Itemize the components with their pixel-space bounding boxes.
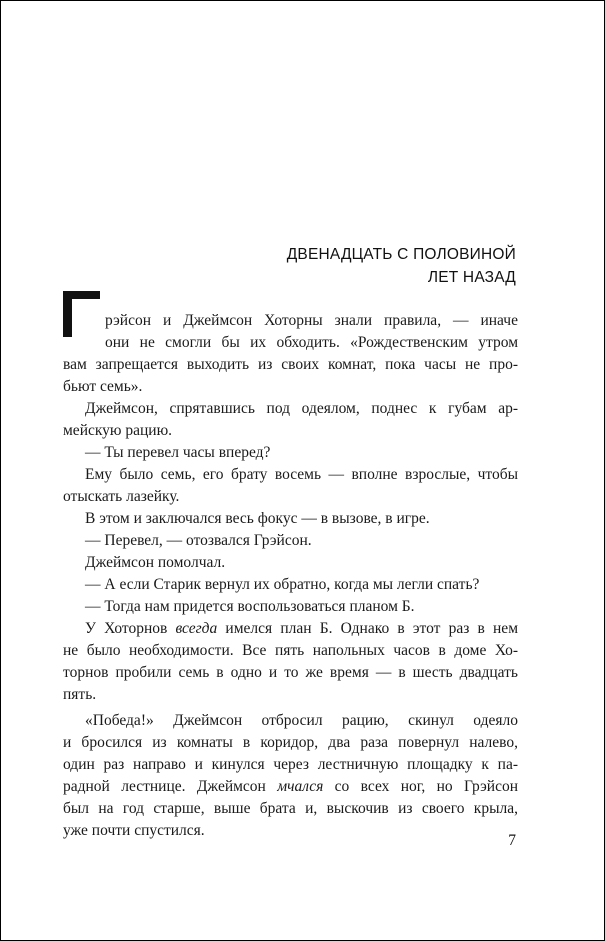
text-run: со всех ног, но Грэйсон	[323, 778, 519, 795]
text-run: имелся план Б. Однако в этот раз в нем	[217, 620, 518, 637]
drop-cap-letter-g	[63, 291, 103, 337]
text-line: рэйсон и Джеймсон Хоторны знали правила, — иначе	[105, 312, 518, 329]
text-line: Ему было семь, его брату восемь — вполне взрослые, чтобы	[85, 466, 518, 483]
text-line: не было необходимости. Все пять напольных часов в доме Хо-	[63, 642, 518, 659]
italic-word: мчался	[277, 778, 324, 795]
text-line: они не смогли бы их обходить. «Рождественским утром	[105, 334, 518, 351]
text-line: «Победа!» Джеймсон отбросил рацию, скинул одеяло	[85, 712, 518, 729]
drop-cap	[63, 291, 103, 337]
dialogue-line: — Ты перевел часы вперед?	[85, 444, 271, 461]
text-line	[85, 618, 518, 640]
text-line: вам запрещается выходить из своих комнат, пока часы не про-	[63, 356, 518, 373]
text-line: и бросился из комнаты в коридор, два раза повернул налево,	[63, 734, 518, 751]
text-line: бьют семь».	[63, 378, 143, 395]
text-run: У Хоторнов	[85, 620, 176, 637]
chapter-heading	[287, 243, 516, 289]
text-line: Джеймсон помолчал.	[85, 554, 226, 571]
dialogue-line: — Тогда нам придется воспользоваться планом Б.	[85, 598, 415, 615]
italic-word: всегда	[175, 620, 218, 637]
text-run: радной лестнице. Джеймсон	[63, 778, 278, 795]
dialogue-line: — Перевел, — отозвался Грэйсон.	[85, 532, 312, 549]
text-line: мейскую рацию.	[63, 422, 173, 439]
dialogue-line: — А если Старик вернул их обратно, когда мы легли спать?	[85, 576, 480, 593]
text-line: торнов пробили семь в одно и то же время — в шесть двадцать	[63, 664, 518, 681]
text-line: уже почти спустился.	[63, 822, 205, 839]
text-line: пять.	[63, 686, 97, 703]
text-line	[63, 776, 518, 798]
text-line: был на год старше, выше брата и, выскочив из своего крыла,	[63, 800, 518, 817]
text-line: отыскать лазейку.	[63, 488, 180, 505]
page-number: 7	[508, 832, 516, 849]
chapter-heading-line-1: ДВЕНАДЦАТЬ С ПОЛОВИНОЙ	[286, 246, 516, 263]
text-line: один раз направо и кинулся через лестничную площадку к па-	[63, 756, 518, 773]
chapter-heading-line-2: ЛЕТ НАЗАД	[427, 269, 516, 286]
text-line: В этом и заключался весь фокус — в вызове, в игре.	[85, 510, 430, 527]
text-line: Джеймсон, спрятавшись под одеялом, поднес к губам ар-	[85, 400, 518, 417]
